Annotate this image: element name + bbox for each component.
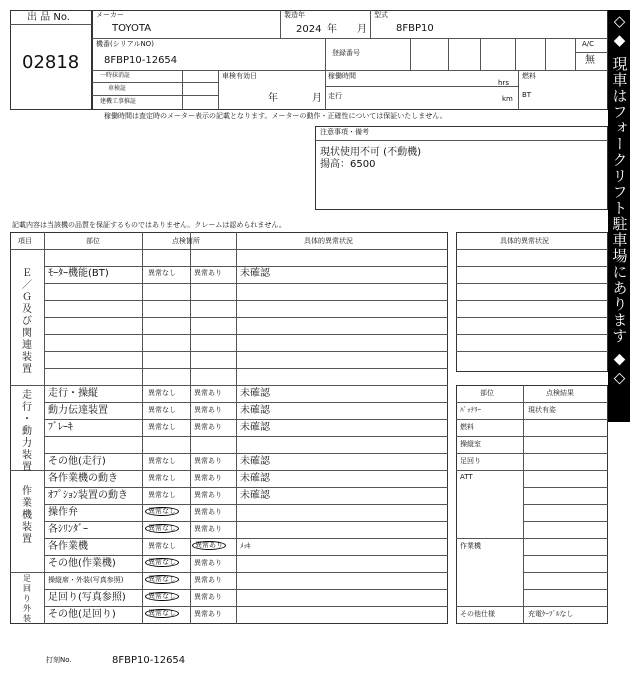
row-ng: 異常あり <box>194 593 222 601</box>
row-part: 足回り(写真参照) <box>48 592 126 603</box>
row-part: 各作業機 <box>48 541 88 552</box>
result-part: 操縦室 <box>460 440 481 448</box>
inspect-month-unit: 月 <box>312 93 322 104</box>
row-detail: 未確認 <box>240 490 270 501</box>
result-value: 現状有姿 <box>528 406 556 414</box>
row-ng: 異常あり <box>194 610 222 618</box>
right-bottom-header-part: 部位 <box>480 389 494 397</box>
right-top-header: 具体的異常状況 <box>500 237 549 245</box>
row-ng: 異常あり <box>194 423 222 431</box>
hours-note: 稼働時間は査定時のメーター表示の記載となります。メーターの動作・正確性については保証いたしません。 <box>104 112 447 120</box>
row-ng: 異常あり <box>194 406 222 414</box>
row-detail: 未確認 <box>240 422 270 433</box>
reg-label: 登録番号 <box>332 49 360 57</box>
group-label-work: 作 業 機 装 置 <box>22 486 32 545</box>
row-ok: 異常なし <box>148 389 176 397</box>
row-ok: 異常なし <box>148 406 176 414</box>
row-ng: 異常あり <box>194 491 222 499</box>
row-ng: 異常あり <box>194 457 222 465</box>
vehicle-cert-label: 車検証 <box>108 85 127 92</box>
lot-number: 02818 <box>22 52 80 73</box>
row-ng: 異常あり <box>194 389 222 397</box>
row-ng: 異常あり <box>194 508 222 516</box>
row-ok-circled: 異常なし <box>145 507 179 516</box>
notes-line-1: 現状使用不可 (不動機) <box>320 147 421 158</box>
row-ng: 異常あり <box>194 576 222 584</box>
hours-unit: hrs <box>498 79 509 87</box>
row-detail: ﾒｯｷ <box>240 542 251 550</box>
row-ok-circled: 異常なし <box>145 609 179 618</box>
result-part: 燃料 <box>460 423 474 431</box>
temp-reg-label: 一時抹消証 <box>100 72 131 79</box>
row-ok: 異常なし <box>148 542 176 550</box>
group-label-drive: 走 行 ・ 動 力 装 置 <box>22 390 32 473</box>
col-header-check: 点検箇所 <box>172 237 200 245</box>
inspect-label: 車検有効日 <box>222 72 257 80</box>
year-label: 製造年 <box>284 11 305 19</box>
footer-label: 打刻No. <box>46 656 72 664</box>
model-value: 8FBP10 <box>396 23 434 34</box>
model-label: 型式 <box>374 11 388 19</box>
row-ok-circled: 異常なし <box>145 575 179 584</box>
row-part: 操縦席・外装(写真参照) <box>48 576 124 584</box>
result-part: ﾊﾞｯﾃﾘｰ <box>460 406 481 414</box>
row-part: 動力伝達装置 <box>48 405 108 416</box>
notes-line-2: 揚高：6500 <box>320 159 376 170</box>
lot-label: 出 品 No. <box>27 12 70 23</box>
row-part: 走行・操縦 <box>48 388 98 399</box>
row-ng: 異常あり <box>194 474 222 482</box>
row-detail: 未確認 <box>240 456 270 467</box>
year-value: 2024 <box>296 24 322 35</box>
row-ok: 異常なし <box>148 457 176 465</box>
row-ok-circled: 異常なし <box>145 558 179 567</box>
row-detail: 未確認 <box>240 473 270 484</box>
disclaimer: 記載内容は当該機の品質を保証するものではありません。クレームは認められません。 <box>12 221 286 229</box>
row-detail: 未確認 <box>240 268 270 279</box>
row-part: ﾓｰﾀｰ機能(BT) <box>48 268 109 279</box>
row-part: 各作業機の動き <box>48 473 118 484</box>
row-ok-circled: 異常なし <box>145 524 179 533</box>
row-part: その他(走行) <box>48 456 106 467</box>
fuel-label: 燃料 <box>522 72 536 80</box>
row-ok: 異常なし <box>148 474 176 482</box>
result-part: 作業機 <box>460 542 481 550</box>
row-part: 各ｼﾘﾝﾀﾞｰ <box>48 524 88 535</box>
row-detail: 未確認 <box>240 388 270 399</box>
footer-value: 8FBP10-12654 <box>112 655 186 666</box>
ac-value: 無 <box>585 55 595 66</box>
row-ng: 異常あり <box>194 525 222 533</box>
group-label-undercarriage: 足 回 り 外 装 <box>23 574 31 623</box>
inspect-year-unit: 年 <box>268 93 278 104</box>
row-ok: 異常なし <box>148 491 176 499</box>
serial-label: 機番(シリアルNO) <box>96 40 154 48</box>
row-part: ﾌﾞﾚｰｷ <box>48 422 73 433</box>
row-ng: 異常あり <box>194 269 222 277</box>
row-detail: 未確認 <box>240 405 270 416</box>
right-bottom-header-result: 点検結果 <box>546 389 574 397</box>
run-label: 走行 <box>328 92 342 100</box>
row-ok-circled: 異常なし <box>145 592 179 601</box>
col-header-item: 項目 <box>18 237 32 245</box>
month-unit: 月 <box>357 24 367 35</box>
row-ok: 異常なし <box>148 269 176 277</box>
col-header-part: 部位 <box>86 237 100 245</box>
ac-label: A/C <box>582 40 595 48</box>
result-value: 充電ｹｰﾌﾞﾙなし <box>528 610 574 618</box>
maker-label: メーカー <box>96 11 124 19</box>
maker-value: TOYOTA <box>112 23 152 34</box>
row-ng: 異常あり <box>194 559 222 567</box>
result-part: ATT <box>460 473 473 481</box>
fuel-value: BT <box>522 91 532 99</box>
year-unit: 年 <box>327 24 337 35</box>
row-part: ｵﾌﾟｼｮﾝ装置の動き <box>48 490 128 501</box>
col-header-detail: 具体的異常状況 <box>304 237 353 245</box>
result-part: その他仕様 <box>460 610 495 618</box>
row-part: その他(作業機) <box>48 558 116 569</box>
group-label-engine: Ｅ ／ Ｇ 及 び 関 連 装 置 <box>22 268 32 375</box>
notes-label: 注意事項・備考 <box>320 128 369 136</box>
row-part: その他(足回り) <box>48 609 116 620</box>
serial-value: 8FBP10-12654 <box>104 55 178 66</box>
row-ng-circled: 異常あり <box>192 541 226 550</box>
side-banner: ◇◆ 現車はフォークリフト駐車場にあります ◆◇ <box>608 10 630 422</box>
result-part: 足回り <box>460 457 481 465</box>
row-ok: 異常なし <box>148 423 176 431</box>
const-cert-label: 建機工事推証 <box>100 98 137 105</box>
km-unit: km <box>502 95 513 103</box>
hours-label: 稼働時間 <box>328 72 356 80</box>
row-part: 操作弁 <box>48 507 78 518</box>
